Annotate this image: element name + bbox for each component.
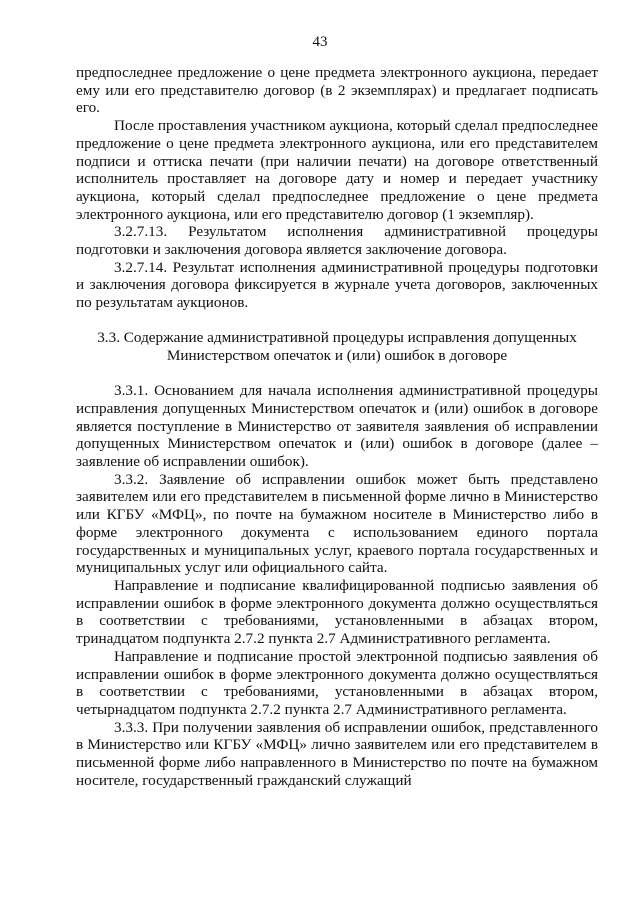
page-number: 43 bbox=[312, 34, 328, 50]
paragraph-qualified-signature: Направление и подписание квалифицированной подписью заявления об исправлении ошибок в форме электронного документа должно осуществляться в соответствии с требованиями, установленными в абзацах втором, тринадцатом подпункта 2.7.2 пункта 2.7 Административного регламента. bbox=[76, 576, 598, 648]
paragraph-3-3-1: 3.3.1. Основанием для начала исполнения административной процедуры исправления допущенных Министерством опечаток и (или) ошибок в договоре является поступление в Министерство от заявителя заявления об исправлении допущенных Министерством опечаток и (или) ошибок в договоре (далее – заявление об исправлении ошибок). bbox=[76, 382, 598, 471]
section-heading-line-1: 3.3. Содержание административной процедуры исправления допущенных bbox=[97, 328, 577, 346]
paragraph-simple-signature: Направление и подписание простой электронной подписью заявления об исправлении ошибок в форме электронного документа должно осуществляться в соответствии с требованиями, установленными в абзацах втором, четырнадцатом подпункта 2.7.2 пункта 2.7 Административного регламента. bbox=[76, 647, 598, 718]
paragraph-signing-process: После проставления участником аукциона, который сделал предпоследнее предложение о цене предмета электронного аукциона, или его представителем подписи и оттиска печати (при наличии печати) на договоре ответственный исполнитель проставляет на договоре дату и номер и передает участнику аукциона, который сделал предпоследнее предложение о цене предмета электронного аукциона, или его представителю договор (1 экземпляр). bbox=[76, 117, 598, 223]
paragraph-3-3-3: 3.3.3. При получении заявления об исправлении ошибок, представленного в Министерство или КГБУ «МФЦ» лично заявителем или его представителем в письменной форме либо направленного в Министерство по почте на бумажном носителе, государственный гражданский служащий bbox=[76, 718, 598, 789]
paragraph-3-2-7-13: 3.2.7.13. Результатом исполнения административной процедуры подготовки и заключения договора является заключение договора. bbox=[76, 223, 598, 259]
paragraph-continuation: предпоследнее предложение о цене предмета электронного аукциона, передает ему или его представителю договор (в 2 экземплярах) и предлагает подписать его. bbox=[76, 64, 598, 117]
document-body bbox=[76, 64, 598, 789]
paragraph-3-2-7-14: 3.2.7.14. Результат исполнения административной процедуры подготовки и заключения договора фиксируется в журнале учета договоров, заключенных по результатам аукционов. bbox=[76, 258, 598, 312]
paragraph-3-3-2: 3.3.2. Заявление об исправлении ошибок может быть представлено заявителем или его представителем в письменной форме лично в Министерство или КГБУ «МФЦ», по почте на бумажном носителе в Министерство либо в форме электронного документа с использованием единого портала государственных и муниципальных услуг, краевого портала государственных и муниципальных услуг или официального сайта. bbox=[76, 470, 598, 577]
section-heading-line-2: Министерством опечаток и (или) ошибок в договоре bbox=[166, 346, 508, 364]
section-heading-3-3 bbox=[76, 329, 598, 364]
